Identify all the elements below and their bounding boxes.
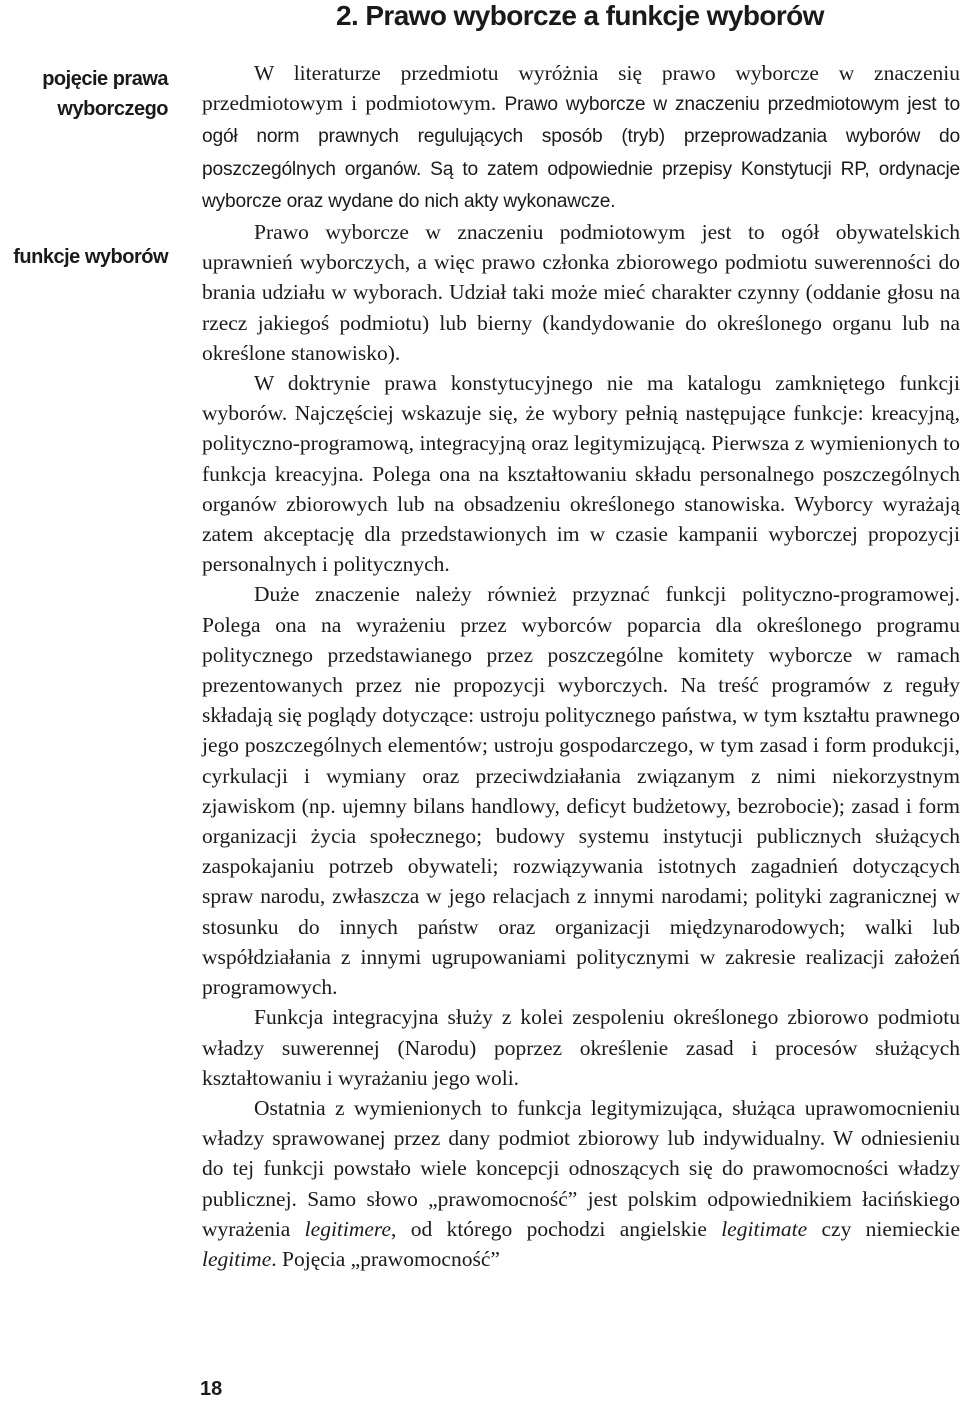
margin-label-funkcje-wyborow: funkcje wyborów	[13, 246, 168, 268]
paragraph-6-term-legitime: legitime	[202, 1246, 272, 1271]
paragraph-6	[202, 1093, 960, 1274]
chapter-title: 2. Prawo wyborcze a funkcje wyborów	[336, 0, 824, 31]
paragraph-6-text-b: , od którego pochodzi angielskie	[391, 1216, 722, 1241]
paragraph-2: Prawo wyborcze w znaczeniu podmiotowym jest to ogół obywatelskich uprawnień wyborczych, a więc prawo członka zbiorowego podmiotu suwerenności do brania udziału w wyborach. Udział taki może mieć charakter czynny (oddanie głosu na rzecz jakiegoś podmiotu) lub bierny (kandydowanie do określonego organu lub na określone stanowisko).	[202, 220, 960, 365]
paragraph-3: W doktrynie prawa konstytucyjnego nie ma katalogu zamkniętego funkcji wyborów. Najczęściej wskazuje się, że wybory pełnią następujące funkcje: kreacyjną, polityczno-programową, integracyjną oraz legitymizującą. Pierwsza z wymienionych to funkcja kreacyjna. Polega ona na kształtowaniu składu personalnego poszczególnych organów zbiorowych lub na obsadzeniu określonego stanowiska. Wyborcy wyrażają zatem akceptację dla przedstawionych im w czasie kampanii wyborczej propozycji personalnych i politycznych.	[202, 371, 960, 577]
paragraph-6-text-c: czy niemieckie	[807, 1216, 960, 1241]
paragraph-6-text-a: Ostatnia z wymienionych to funkcja legitymizująca, służąca uprawomocnieniu władzy sprawowanej przez dany podmiot zbiorowy lub indywidualny. W odniesieniu do tej funkcji powstało wiele koncepcji odnoszących się do prawomocności władzy publicznej. Samo słowo „prawomocność” jest polskim odpowiednikiem łacińskiego wyrażenia	[202, 1095, 960, 1241]
paragraph-1-definition: Prawo wyborcze w znaczeniu przedmiotowym jest to ogół norm prawnych regulujących sposób (tryb) przeprowadzania wyborów do poszczególnych organów. Są to zatem odpowiednie przepisy Konstytucji RP, ordynacje wyborcze oraz wydane do nich akty wykonawcze.	[202, 94, 960, 212]
paragraph-6-term-legitimate: legitimate	[721, 1216, 808, 1241]
paragraph-1	[202, 58, 960, 217]
paragraph-1-intro: W literaturze przedmiotu wyróżnia się prawo wyborcze w znaczeniu przedmiotowym i podmiotowym.	[202, 61, 960, 116]
page-number: 18	[200, 1378, 223, 1400]
body-text	[202, 58, 960, 1274]
paragraph-4: Duże znaczenie należy również przyznać funkcji polityczno-programowej. Polega ona na wyrażeniu przez wyborców poparcia dla określonego programu politycznego przedstawianego przez poszczególne komitety wyborcze w ramach prezentowanych przez nie propozycji wyborczych. Na treść programów z reguły składają się poglądy dotyczące: ustroju politycznego państwa, w tym kształtu prawnego jego poszczególnych elementów; ustroju gospodarczego, w tym zasad i form produkcji, cyrkulacji i wymiany oraz przeciwdziałania związanym z nimi niekorzystnym zjawiskom (np. ujemny bilans handlowy, deficyt budżetowy, bezrobocie); zasad i form organizacji życia społecznego; budowy systemu instytucji publicznych służących zaspokajaniu potrzeb obywateli; rozwiązywania istotnych zagadnień dotyczących spraw narodu, zwłaszcza w jego relacjach z innymi narodami; polityki zagranicznej w stosunku do innych państw oraz organizacji międzynarodowych; walki lub współdziałania z innymi ugrupowaniami politycznymi w zakresie realizacji założeń programowych.	[202, 582, 960, 1000]
margin-label-pojecie-prawa-wyborczego: pojęcie prawa wyborczego	[42, 68, 168, 120]
paragraph-6-text-d: . Pojęcia „prawomocność”	[271, 1246, 500, 1271]
paragraph-5: Funkcja integracyjna służy z kolei zespoleniu określonego zbiorowo podmiotu władzy suwerennej (Narodu) poprzez określenie zasad i procesów służących kształtowaniu i wyrażaniu jego woli.	[202, 1005, 960, 1090]
paragraph-6-term-legitimere: legitimere	[304, 1216, 392, 1241]
